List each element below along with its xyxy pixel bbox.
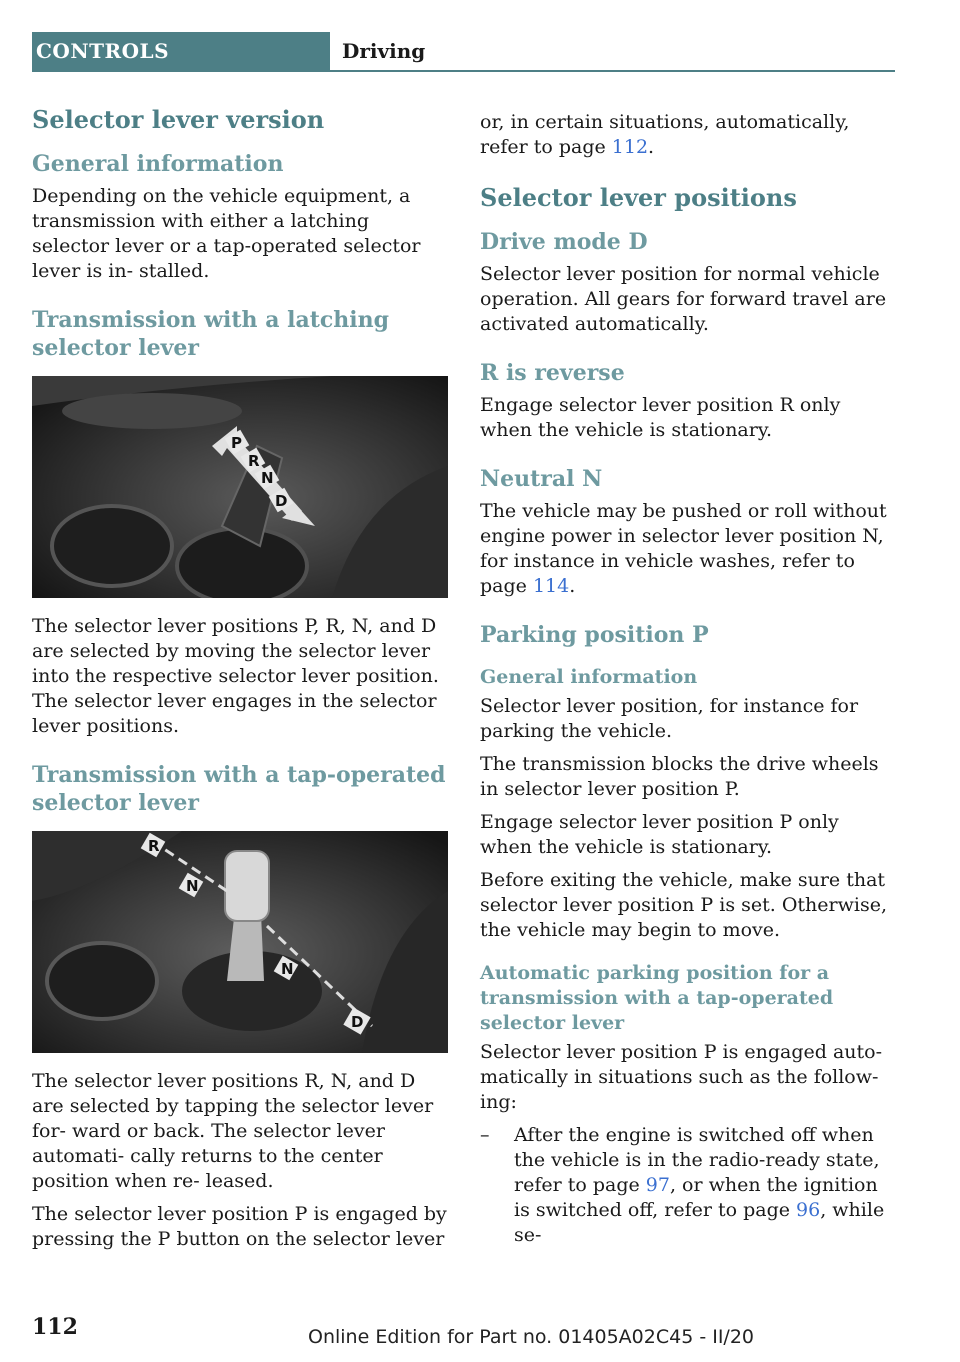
tap-label-n-down: N xyxy=(281,960,294,978)
general-text: Depending on the vehicle equipment, a transmission with either a latching selector lever or a tap-operated selector lever is in- stalled. xyxy=(32,185,421,282)
reverse-text: Engage selector lever position R only when the vehicle is stationary. xyxy=(480,394,841,441)
left-column xyxy=(32,104,448,1260)
gear-label-d: D xyxy=(275,492,288,510)
section-label: CONTROLS xyxy=(32,32,330,70)
page-ref-link[interactable]: 96 xyxy=(796,1199,821,1221)
auto-park-list xyxy=(480,1123,895,1248)
page-ref-link[interactable]: 112 xyxy=(611,136,649,158)
section-title: Selector lever version xyxy=(32,105,325,134)
neutral-text: The vehicle may be pushed or roll without engine power in selector lever position N, for instance in vehicle washes, refer to page 114. xyxy=(480,500,887,597)
park-text-3: Engage selector lever position P only when the vehicle is stationary. xyxy=(480,811,839,858)
neutral-heading: Neutral N xyxy=(480,466,603,492)
page-header xyxy=(32,32,895,72)
latching-text: The selector lever positions P, R, N, and D are selected by moving the selector lever into the respective selector lever position. The selector lever engages in the selector lever positions. xyxy=(32,615,439,737)
continued-text: or, in certain situations, automatically, refer to page 112. xyxy=(480,111,850,158)
drive-text: Selector lever position for normal vehicle operation. All gears for forward travel are activated automatically. xyxy=(480,263,887,335)
latching-lever-photo xyxy=(32,376,448,598)
park-text-2: The transmission blocks the drive wheels in selector lever position P. xyxy=(480,753,879,800)
tap-text-2: The selector lever position P is engaged by pressing the P button on the selector lever xyxy=(32,1203,447,1250)
auto-park-heading: Automatic parking position for a transmission with a tap-operated selector lever xyxy=(480,962,834,1034)
latching-heading: Transmission with a latching selector lever xyxy=(32,307,390,361)
auto-park-text: Selector lever position P is engaged auto- matically in situations such as the follow- ing: xyxy=(480,1041,883,1113)
gear-label-n: N xyxy=(261,469,274,487)
page-ref-link[interactable]: 97 xyxy=(645,1174,670,1196)
general-heading: General information xyxy=(32,151,284,177)
reverse-heading: R is reverse xyxy=(480,360,625,386)
tap-label-d: D xyxy=(351,1013,364,1031)
right-column xyxy=(480,110,895,1248)
tap-heading: Transmission with a tap-operated selector lever xyxy=(32,762,446,816)
drive-heading: Drive mode D xyxy=(480,229,648,255)
gear-label-r: R xyxy=(248,452,260,470)
park-text-1: Selector lever position, for instance for parking the vehicle. xyxy=(480,695,859,742)
park-sub-heading: General information xyxy=(480,666,698,688)
park-heading: Parking position P xyxy=(480,622,709,648)
page-ref-link[interactable]: 114 xyxy=(532,575,570,597)
list-item: – After the engine is switched off when the vehicle is in the radio-ready state, refer to page 97, or when the ignition is switched off, refer to page 96, while se- xyxy=(480,1123,895,1248)
tap-label-n-up: N xyxy=(186,877,199,895)
chapter-label: Driving xyxy=(342,39,426,63)
positions-title: Selector lever positions xyxy=(480,183,797,212)
gear-label-p: P xyxy=(231,434,242,452)
tap-label-r: R xyxy=(148,837,160,855)
edition-footer: Online Edition for Part no. 01405A02C45 - II/20 xyxy=(308,1326,755,1348)
tap-lever-photo xyxy=(32,831,448,1053)
page-number: 112 xyxy=(32,1314,78,1340)
park-text-4: Before exiting the vehicle, make sure that selector lever position P is set. Otherwise, the vehicle may begin to move. xyxy=(480,869,887,941)
tap-text-1: The selector lever positions R, N, and D are selected by tapping the selector lever for- ward or back. The selector lever automati- cally returns to the center position when re- leased. xyxy=(32,1070,434,1192)
